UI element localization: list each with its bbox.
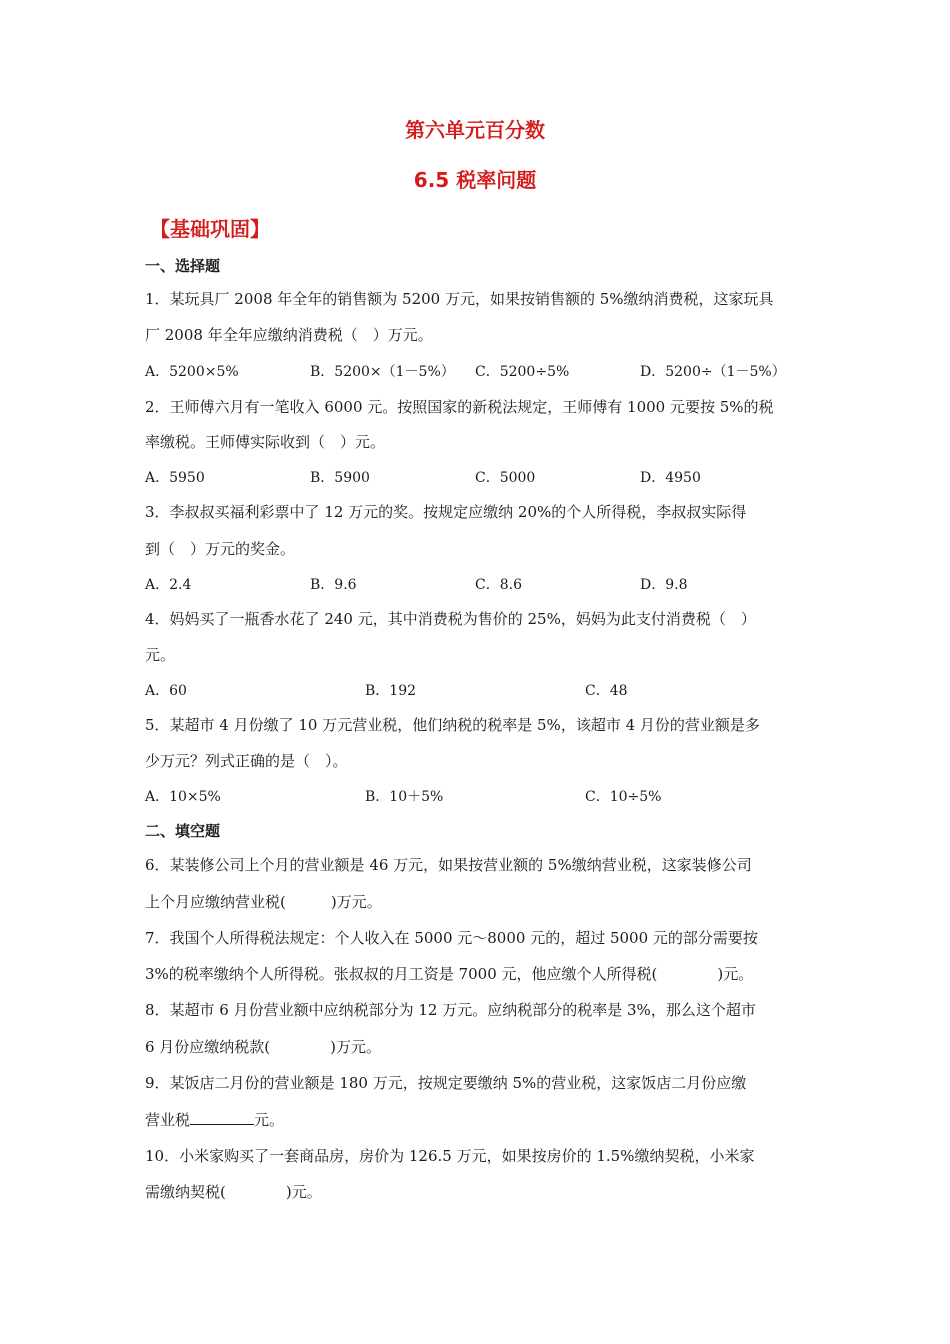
q1-option-b: B．5200×（1－5%） bbox=[310, 364, 455, 380]
q9-line2-start: 营业税 bbox=[145, 1111, 191, 1129]
q8-line2: 6 月份应缴纳税款( )万元。 bbox=[145, 1038, 382, 1056]
q4-line1: 4．妈妈买了一瓶香水花了 240 元，其中消费税为售价的 25%，妈妈为此支付消费税（ ） bbox=[145, 610, 756, 628]
q1-line2: 厂 2008 年全年应缴纳消费税（ ）万元。 bbox=[145, 326, 433, 344]
q1-option-d: D．5200÷（1－5%） bbox=[640, 364, 786, 380]
q9-line2 bbox=[145, 1110, 284, 1130]
lesson-subtitle: 6.5 税率问题 bbox=[413, 168, 537, 192]
q9-answer-blank[interactable] bbox=[190, 1110, 254, 1125]
q2-option-a: A．5950 bbox=[145, 470, 205, 486]
q5-option-c: C．10÷5% bbox=[585, 789, 662, 805]
q5-option-a: A．10×5% bbox=[145, 789, 221, 805]
q6-line2: 上个月应缴纳营业税( )万元。 bbox=[145, 893, 382, 911]
q7-line1: 7．我国个人所得税法规定：个人收入在 5000 元～8000 元的，超过 5000 元的部分需要按 bbox=[145, 929, 758, 947]
q2-option-b: B．5900 bbox=[310, 470, 370, 486]
q4-option-c: C．48 bbox=[585, 683, 628, 699]
q3-option-d: D．9.8 bbox=[640, 577, 688, 593]
q6-line1: 6．某装修公司上个月的营业额是 46 万元，如果按营业额的 5%缴纳营业税，这家装修公司 bbox=[145, 856, 752, 874]
part2-heading: 二、填空题 bbox=[145, 822, 221, 840]
q9-line2-end: 元。 bbox=[254, 1111, 285, 1129]
q1-option-a: A．5200×5% bbox=[145, 364, 239, 380]
q2-option-d: D．4950 bbox=[640, 470, 701, 486]
q3-option-c: C．8.6 bbox=[475, 577, 522, 593]
q10-line1: 10．小米家购买了一套商品房，房价为 126.5 万元，如果按房价的 1.5%缴纳契税，小米家 bbox=[145, 1147, 755, 1165]
q3-option-a: A．2.4 bbox=[145, 577, 192, 593]
q2-line2: 率缴税。王师傅实际收到（ ）元。 bbox=[145, 433, 386, 451]
q8-line1: 8．某超市 6 月份营业额中应纳税部分为 12 万元。应纳税部分的税率是 3%，那么这个超市 bbox=[145, 1001, 756, 1019]
section-label: 【基础巩固】 bbox=[150, 217, 270, 241]
q7-line2: 3%的税率缴纳个人所得税。张叔叔的月工资是 7000 元，他应缴个人所得税( )元。 bbox=[145, 965, 754, 983]
q4-line2: 元。 bbox=[145, 646, 176, 664]
q5-option-b: B．10＋5% bbox=[365, 789, 444, 805]
q4-option-b: B．192 bbox=[365, 683, 417, 699]
q1-option-c: C．5200÷5% bbox=[475, 364, 570, 380]
q4-option-a: A．60 bbox=[145, 683, 187, 699]
q3-line2: 到（ ）万元的奖金。 bbox=[145, 540, 296, 558]
part1-heading: 一、选择题 bbox=[145, 257, 221, 275]
q2-line1: 2．王师傅六月有一笔收入 6000 元。按照国家的新税法规定，王师傅有 1000 元要按 5%的税 bbox=[145, 398, 774, 416]
q5-line1: 5．某超市 4 月份缴了 10 万元营业税，他们纳税的税率是 5%，该超市 4 月份的营业额是多 bbox=[145, 716, 760, 734]
q5-line2: 少万元？列式正确的是（ ）。 bbox=[145, 752, 348, 770]
q2-option-c: C．5000 bbox=[475, 470, 536, 486]
q3-line1: 3．李叔叔买福利彩票中了 12 万元的奖。按规定应缴纳 20%的个人所得税，李叔叔实际得 bbox=[145, 503, 747, 521]
q9-line1: 9．某饭店二月份的营业额是 180 万元，按规定要缴纳 5%的营业税，这家饭店二月份应缴 bbox=[145, 1074, 747, 1092]
q3-option-b: B．9.6 bbox=[310, 577, 357, 593]
q1-line1: 1．某玩具厂 2008 年全年的销售额为 5200 万元，如果按销售额的 5%缴纳消费税，这家玩具 bbox=[145, 290, 774, 308]
unit-title: 第六单元百分数 bbox=[405, 118, 545, 142]
q10-line2: 需缴纳契税( )元。 bbox=[145, 1183, 322, 1201]
